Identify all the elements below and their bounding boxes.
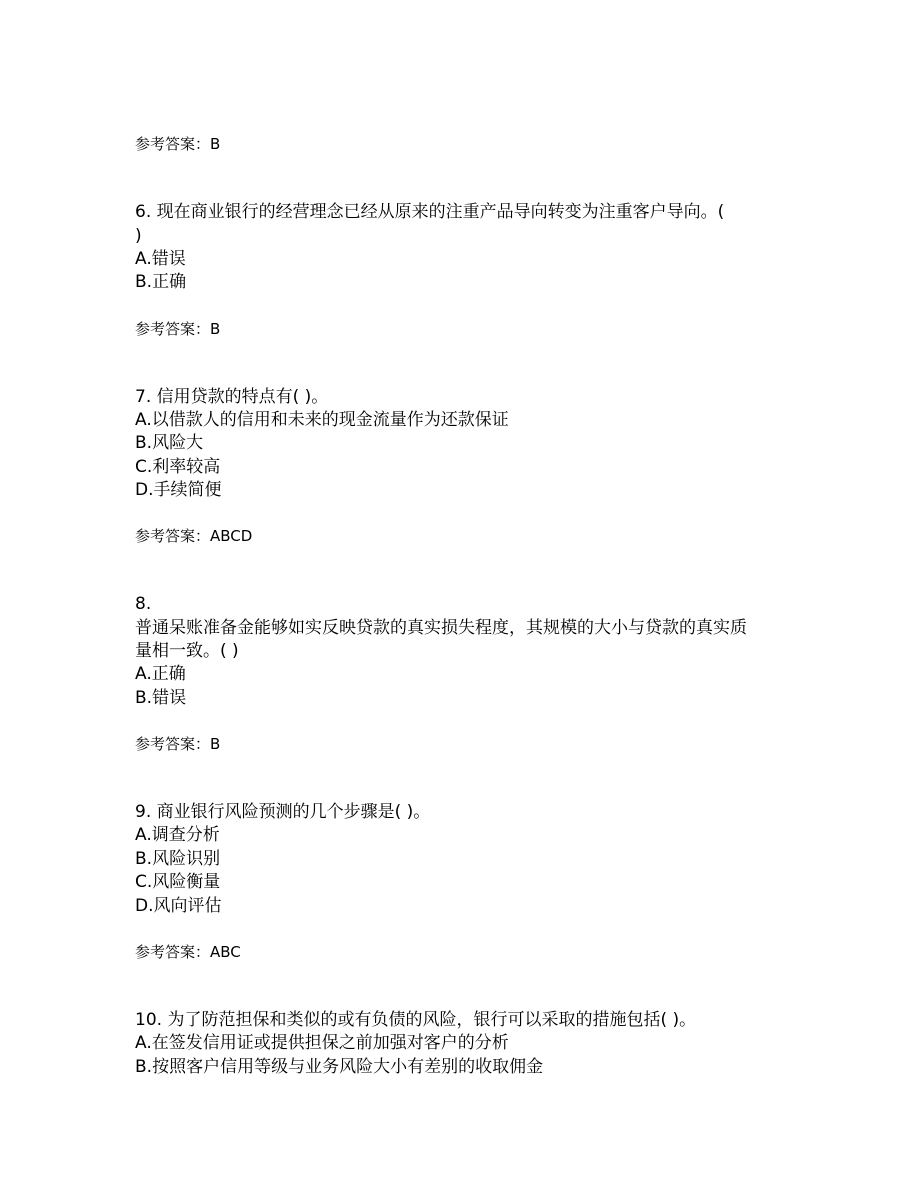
option-a: A.错误 xyxy=(135,249,186,269)
option-a: A.调查分析 xyxy=(135,825,220,845)
question-stem: 6. 现在商业银行的经营理念已经从原来的注重产品导向转变为注重客户导向。( xyxy=(135,202,725,222)
question-stem-continuation: 量相一致。( ) xyxy=(135,641,239,661)
option-b: B.按照客户信用等级与业务风险大小有差别的收取佣金 xyxy=(135,1057,544,1077)
option-b: B.正确 xyxy=(135,272,187,292)
option-a: A.在签发信用证或提供担保之前加强对客户的分析 xyxy=(135,1033,509,1053)
question-stem-continuation: ) xyxy=(135,226,142,246)
answer-text: 参考答案：B xyxy=(135,735,221,753)
question-stem: 7. 信用贷款的特点有( )。 xyxy=(135,387,329,407)
option-b: B.风险大 xyxy=(135,433,204,453)
option-b: B.风险识别 xyxy=(135,849,221,869)
answer-text: 参考答案：B xyxy=(135,320,221,338)
option-c: C.利率较高 xyxy=(135,457,221,477)
answer-text: 参考答案：ABC xyxy=(135,943,241,961)
question-stem: 普通呆账准备金能够如实反映贷款的真实损失程度，其规模的大小与贷款的真实质 xyxy=(135,618,747,638)
option-c: C.风险衡量 xyxy=(135,872,221,892)
answer-text: 参考答案：ABCD xyxy=(135,527,253,545)
option-d: D.风向评估 xyxy=(135,896,222,916)
answer-text: 参考答案：B xyxy=(135,135,221,153)
question-stem: 9. 商业银行风险预测的几个步骤是( )。 xyxy=(135,802,431,822)
question-stem: 10. 为了防范担保和类似的或有负债的风险，银行可以采取的措施包括( )。 xyxy=(135,1010,697,1030)
question-number: 8. xyxy=(135,594,152,614)
option-a: A.以借款人的信用和未来的现金流量作为还款保证 xyxy=(135,410,509,430)
option-b: B.错误 xyxy=(135,688,187,708)
option-a: A.正确 xyxy=(135,664,186,684)
option-d: D.手续简便 xyxy=(135,480,222,500)
